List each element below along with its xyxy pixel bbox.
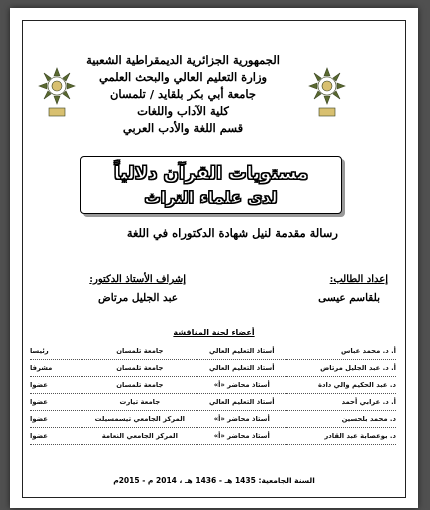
thesis-title-box bbox=[80, 156, 342, 214]
table-row bbox=[30, 343, 396, 360]
table-row bbox=[30, 428, 396, 445]
committee-table bbox=[30, 343, 396, 445]
university-emblem-left-icon bbox=[36, 60, 78, 120]
header-line-department: قسم اللغة والأدب العربي bbox=[122, 121, 244, 135]
member-institution: المركز الجامعي النعامة bbox=[82, 428, 197, 445]
member-rank: أستاذ التعليم العالي bbox=[197, 343, 286, 360]
member-name: د. عبد الحكيم والي دادة bbox=[286, 377, 396, 394]
header-line-university: جامعة أبي بكر بلقايد / تلمسان bbox=[109, 87, 256, 101]
student-name: بلقاسم عيسى bbox=[318, 292, 380, 304]
member-role: عضوا bbox=[30, 411, 82, 428]
member-name: أ. د. محمد عباس bbox=[286, 343, 396, 360]
table-row bbox=[30, 411, 396, 428]
member-name: أ. د. عرابي أحمد bbox=[286, 394, 396, 411]
member-role: عضوا bbox=[30, 394, 82, 411]
member-rank: أستاذ محاضر «أ» bbox=[197, 377, 286, 394]
header-line-faculty: كلية الآداب واللغات bbox=[137, 104, 229, 118]
table-row bbox=[30, 377, 396, 394]
thesis-title-line1: مستويات القرآن دلالياً bbox=[113, 163, 309, 184]
university-emblem-right-icon bbox=[306, 60, 348, 120]
thesis-title-line2: لدى علماء التراث bbox=[144, 188, 278, 207]
supervisor-name: عبد الجليل مرتاض bbox=[98, 292, 178, 304]
member-institution: المركز الجامعي تيسمسيلت bbox=[82, 411, 197, 428]
member-rank: أستاذ التعليم العالي bbox=[197, 394, 286, 411]
thesis-purpose: رسالة مقدمة لنيل شهادة الدكتوراه في اللغة bbox=[126, 226, 338, 240]
table-row bbox=[30, 360, 396, 377]
member-role: عضوا bbox=[30, 377, 82, 394]
header-line-republic: الجمهورية الجزائرية الديمقراطية الشعبية bbox=[86, 53, 280, 67]
member-role: عضوا bbox=[30, 428, 82, 445]
member-role: رئيسا bbox=[30, 343, 82, 360]
member-institution: جامعة تلمسان bbox=[82, 343, 197, 360]
academic-year: السنة الجامعية: 1435 هـ - 1436 هـ ، 2014 م - 2015م bbox=[113, 476, 315, 485]
supervisor-label: إشراف الأستاذ الدكتور: bbox=[89, 274, 186, 285]
member-name: أ. د. عبد الجليل مرتاض bbox=[286, 360, 396, 377]
student-label: إعداد الطالب: bbox=[329, 274, 388, 285]
member-rank: أستاذ محاضر «أ» bbox=[197, 411, 286, 428]
member-institution: جامعة تلمسان bbox=[82, 360, 197, 377]
member-rank: أستاذ التعليم العالي bbox=[197, 360, 286, 377]
header-line-ministry: وزارة التعليم العالي والبحث العلمي bbox=[98, 70, 268, 84]
committee-title: أعضاء لجنة المناقشة bbox=[173, 328, 255, 337]
member-institution: جامعة تيارت bbox=[82, 394, 197, 411]
member-institution: جامعة تلمسان bbox=[82, 377, 197, 394]
member-name: د. محمد بلحسين bbox=[286, 411, 396, 428]
institution-header bbox=[83, 52, 283, 137]
member-name: د. بوعصابة عبد القادر bbox=[286, 428, 396, 445]
member-rank: أستاذ محاضر «أ» bbox=[197, 428, 286, 445]
table-row bbox=[30, 394, 396, 411]
document-page bbox=[10, 8, 418, 508]
member-role: مشرفا bbox=[30, 360, 82, 377]
